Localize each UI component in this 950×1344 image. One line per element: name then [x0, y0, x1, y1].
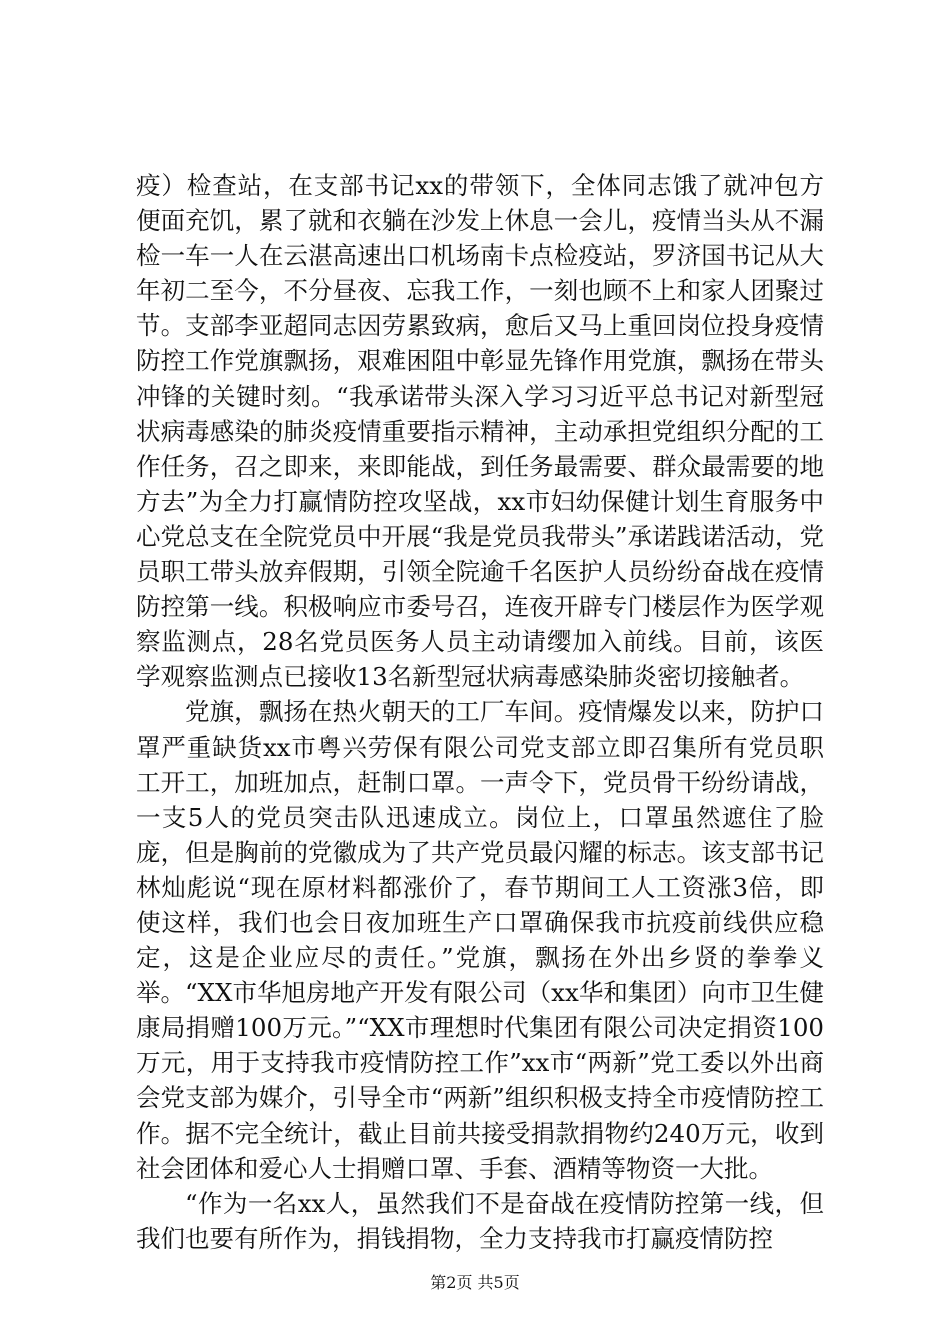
paragraph-1: 疫）检查站，在支部书记xx的带领下，全体同志饿了就冲包方便面充饥，累了就和衣躺在沙发上休息一会儿，疫情当头从不漏检一车一人在云湛高速出口机场南卡点检疫站，罗济国书记从大年初二至今，不分昼夜、忘我工作，一刻也顾不上和家人团聚过节。支部李亚超同志因劳累致病，愈后又马上重回岗位投身疫情防控工作党旗飘扬，艰难困阻中彰显先锋作用党旗，飘扬在带头冲锋的关键时刻。“我承诺带头深入学习习近平总书记对新型冠状病毒感染的肺炎疫情重要指示精神，主动承担党组织分配的工作任务，召之即来，来即能战，到任务最需要、群众最需要的地方去”为全力打赢情防控攻坚战，xx市妇幼保健计划生育服务中心党总支在全院党员中开展“我是党员我带头”承诺践诺活动，党员职工带头放弃假期，引领全院逾千名医护人员纷纷奋战在疫情防控第一线。积极响应市委号召，连夜开辟专门楼层作为医学观察监测点，28名党员医务人员主动请缨加入前线。目前，该医学观察监测点已接收13名新型冠状病毒感染肺炎密切接触者。	[136, 171, 824, 692]
paragraph-3: “作为一名xx人，虽然我们不是奋战在疫情防控第一线，但我们也要有所作为，捐钱捐物，全力支持我市打赢疫情防控	[136, 1188, 824, 1253]
body-text	[136, 168, 824, 1256]
page-footer: 第2页 共5页	[430, 1273, 520, 1292]
paragraph-2: 党旗，飘扬在热火朝天的工厂车间。疫情爆发以来，防护口罩严重缺货xx市粤兴劳保有限公司党支部立即召集所有党员职工开工，加班加点，赶制口罩。一声令下，党员骨干纷纷请战，一支5人的党员突击队迅速成立。岗位上，口罩虽然遮住了脸庞，但是胸前的党徽成为了共产党员最闪耀的标志。该支部书记林灿彪说“现在原材料都涨价了，春节期间工人工资涨3倍，即使这样，我们也会日夜加班生产口罩确保我市抗疫前线供应稳定，这是企业应尽的责任。”党旗，飘扬在外出乡贤的拳拳义举。“XX市华旭房地产开发有限公司（xx华和集团）向市卫生健康局捐赠100万元。”“XX市理想时代集团有限公司决定捐资100万元，用于支持我市疫情防控工作”xx市“两新”党工委以外出商会党支部为媒介，引导全市“两新”组织积极支持全市疫情防控工作。据不完全统计，截止目前共接受捐款捐物约240万元，收到社会团体和爱心人士捐赠口罩、手套、酒精等物资一大批。	[136, 697, 824, 1183]
